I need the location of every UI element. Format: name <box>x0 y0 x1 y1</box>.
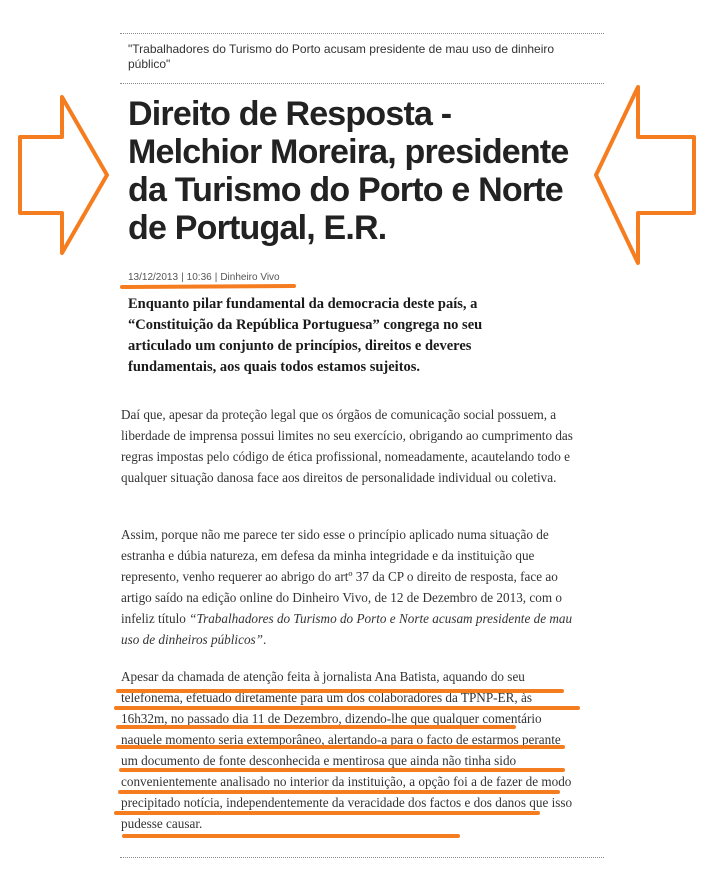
left-pointing-outline-arrow-icon <box>596 87 694 263</box>
right-pointing-outline-arrow-icon <box>20 97 107 253</box>
bottom-divider <box>120 857 604 858</box>
top-divider <box>120 33 604 34</box>
article-source: Dinheiro Vivo <box>220 272 280 283</box>
article-time: 10:36 <box>186 272 212 283</box>
article-date: 13/12/2013 <box>128 272 179 283</box>
paragraph-2-text: Assim, porque não me parece ter sido esse o princípio aplicado numa situação de estranha e dúbia natureza, em defesa da minha integridade e da instituição que represento, venho requerer ao abrigo do artº 37 da CP o direito de resposta, face ao artigo saído na edição online do Dinheiro Vivo, de 12 de Dezembro de 2013, com o infeliz título <box>121 527 562 626</box>
meta-underline-mark <box>122 286 294 287</box>
paragraph-2-end: . <box>263 632 267 647</box>
meta-separator: | <box>214 272 218 283</box>
article-meta <box>128 272 280 284</box>
article-paragraph-2 <box>121 524 576 650</box>
meta-separator: | <box>181 272 184 283</box>
article-title: Direito de Resposta - Melchior Moreira, presidente da Turismo do Porto e Norte de Portugal, E.R. <box>128 95 569 247</box>
title-divider <box>120 83 604 84</box>
article-lead: Enquanto pilar fundamental da democracia deste país, a “Constituição da República Portuguesa” congrega no seu articulado um conjunto de princípios, direitos e deveres fundamentais, aos quais todos estamos sujeitos. <box>128 296 483 375</box>
article-paragraph-1: Daí que, apesar da proteção legal que os órgãos de comunicação social possuem, a liberdade de imprensa possui limites no seu exercício, obrigando ao cumprimento das regras impostas pelo código de ética profissional, nomeadamente, acautelando todo e qualquer situação danosa face aos direitos de personalidade individual ou coletiva. <box>121 407 573 485</box>
related-article-title: "Trabalhadores do Turismo do Porto acusam presidente de mau uso de dinheiro público" <box>128 42 555 71</box>
quoted-article-title: “Trabalhadores do Turismo do Porto e Norte acusam presidente de mau uso de dinheiros públicos” <box>121 611 573 647</box>
article-paragraph-3: Apesar da chamada de atenção feita à jornalista Ana Batista, aquando do seu telefonema, efetuado diretamente para um dos colaboradores da TPNP-ER, às 16h32m, no passado dia 11 de Dezembro, dizendo-lhe que qualquer comentário naquele momento seria extemporâneo, alertando-a para o facto de estarmos perante um documento de fonte desconhecida e mentirosa que ainda não tinha sido convenientemente analisado no interior da instituição, a opção foi a de fazer de modo precipitado notícia, independentemente da veracidade dos factos e dos danos que isso pudesse causar. <box>121 669 573 831</box>
